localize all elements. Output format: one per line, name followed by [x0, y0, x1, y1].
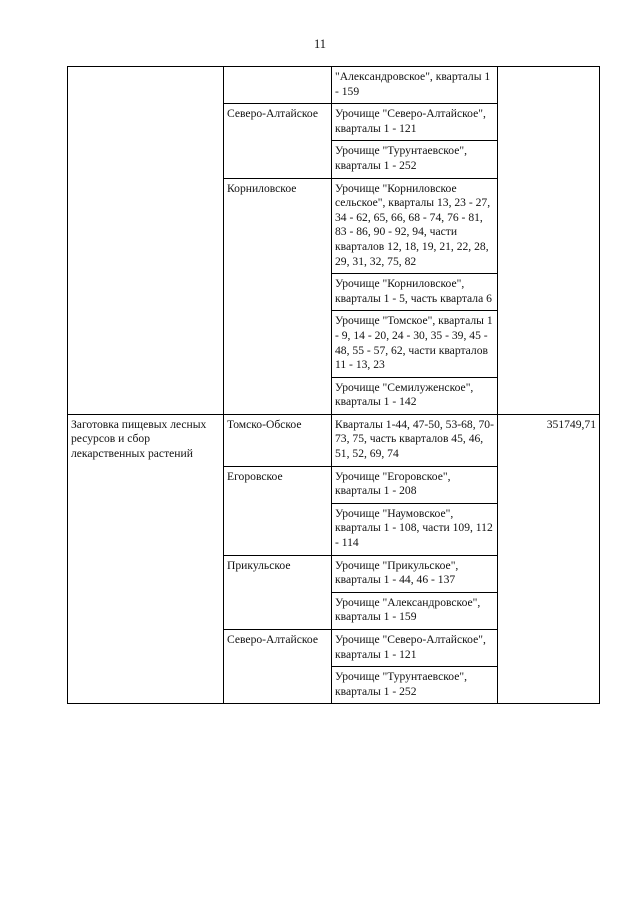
tract-cell: Урочище "Александровское", кварталы 1 - 159: [332, 592, 498, 629]
tract-cell: Урочище "Турунтаевское", кварталы 1 - 252: [332, 141, 498, 178]
page-number: 11: [313, 37, 327, 51]
tract-cell: Урочище "Семилуженское", кварталы 1 - 142: [332, 377, 498, 414]
activity-cell: Заготовка пищевых лесных ресурсов и сбор лекарственных растений: [68, 414, 224, 704]
forestry-cell: Северо-Алтайское: [224, 630, 332, 704]
forestry-cell: Прикульское: [224, 555, 332, 629]
forestry-cell: Томско-Обское: [224, 414, 332, 466]
activity-cell: [68, 67, 224, 415]
tract-cell: Кварталы 1-44, 47-50, 53-68, 70-73, 75, часть кварталов 45, 46, 51, 52, 69, 74: [332, 414, 498, 466]
table-row: [68, 67, 600, 104]
forestry-cell: [224, 67, 332, 104]
forestry-cell: Корниловское: [224, 178, 332, 414]
amount-cell: [498, 67, 600, 415]
forestry-cell: Северо-Алтайское: [224, 104, 332, 178]
tract-cell: Урочище "Прикульское", кварталы 1 - 44, 46 - 137: [332, 555, 498, 592]
tract-cell: Урочище "Наумовское", кварталы 1 - 108, части 109, 112 - 114: [332, 503, 498, 555]
forest-resources-table: [67, 66, 600, 704]
amount-cell: 351749,71: [498, 414, 600, 704]
tract-cell: Урочище "Турунтаевское", кварталы 1 - 252: [332, 667, 498, 704]
table-row: [68, 414, 600, 466]
tract-cell: Урочище "Корниловское сельское", кварталы 13, 23 - 27, 34 - 62, 65, 66, 68 - 74, 76 - 81, 83 - 86, 90 - 92, 94, части кварталов 12, 18, 19, 21, 22, 28, 29, 31, 32, 75, 82: [332, 178, 498, 274]
tract-cell: Урочище "Томское", кварталы 1 - 9, 14 - 20, 24 - 30, 35 - 39, 45 - 48, 55 - 57, 62, части кварталов 11 - 13, 23: [332, 311, 498, 377]
tract-cell: Урочище "Корниловское", кварталы 1 - 5, часть квартала 6: [332, 274, 498, 311]
tract-cell: Урочище "Северо-Алтайское", кварталы 1 - 121: [332, 104, 498, 141]
tract-cell: "Александровское", кварталы 1 - 159: [332, 67, 498, 104]
tract-cell: Урочище "Егоровское", кварталы 1 - 208: [332, 466, 498, 503]
forestry-cell: Егоровское: [224, 466, 332, 555]
tract-cell: Урочище "Северо-Алтайское", кварталы 1 - 121: [332, 630, 498, 667]
